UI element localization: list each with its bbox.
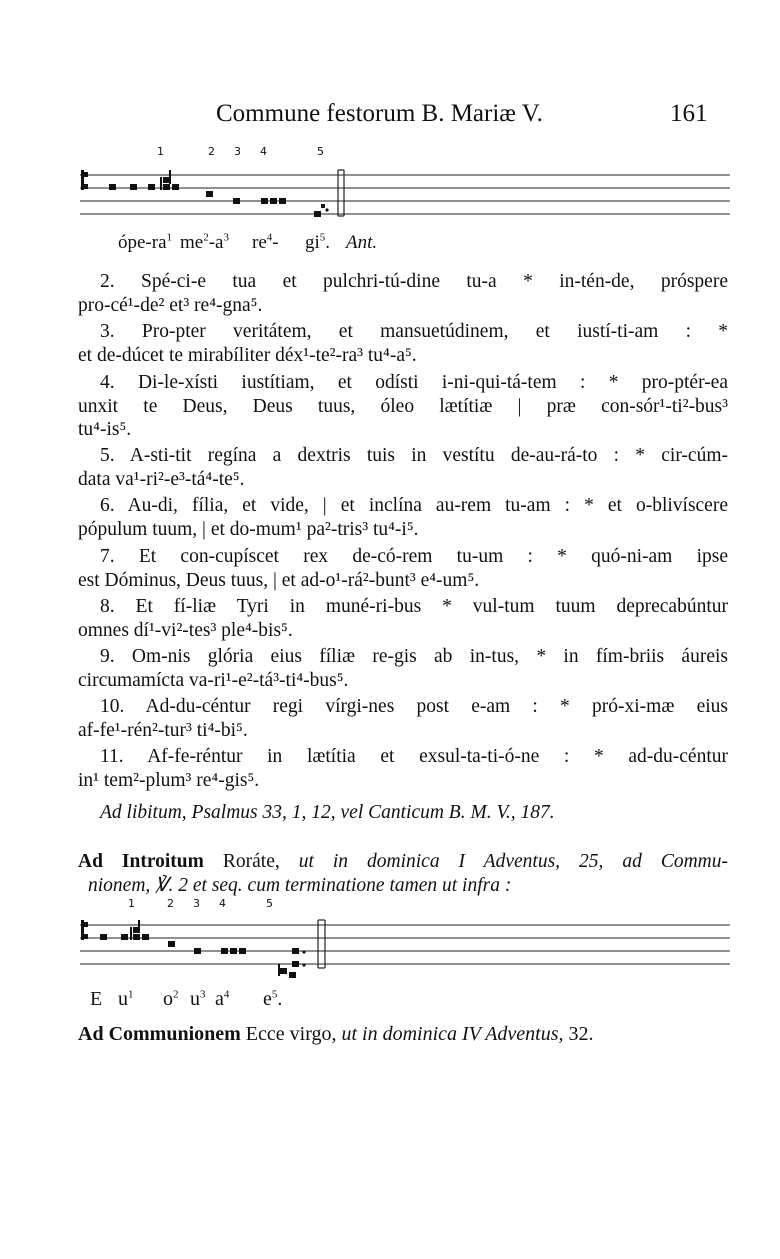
verse-5 — [78, 444, 728, 491]
syllable: me — [180, 232, 204, 253]
verse-line: et de-dúcet te mirabíliter déx¹-te²-ra³ tu⁴-a⁵. — [78, 344, 417, 366]
verse-line: af-fe¹-rén²-tur³ ti⁴-bi⁵. — [78, 719, 248, 741]
introit-continuation: nionem, ℣. 2 et seq. cum terminatione tamen ut infra : — [88, 874, 512, 896]
ad-libitum-note — [100, 801, 750, 825]
staff-number: 5 — [266, 897, 273, 910]
syllable-number: 4 — [266, 231, 273, 244]
verse-line: pópulum tuum, | et do-mum¹ pa²-tris³ tu⁴-i⁵. — [78, 518, 419, 540]
communion-incipit: Ecce virgo, — [245, 1023, 337, 1045]
staff-number: 4 — [219, 897, 226, 910]
verse-4 — [78, 371, 728, 442]
staff1-lyrics: ópe-$ra^1$ $me^2-a^3$ $re^4-$ $gi^5$. Ant. — [118, 231, 378, 253]
chant-staff-2 — [78, 912, 730, 982]
verse-line: unxit te Deus, Deus tuus, óleo lætítiæ | præ con-sór¹-ti²-bus³ — [78, 395, 728, 417]
verse-line: omnes dí¹-vi²-tes³ ple⁴-bis⁵. — [78, 619, 293, 641]
verse-line: circumamícta va-ri¹-e²-tá³-ti⁴-bus⁵. — [78, 669, 349, 691]
page-number: 161 — [670, 100, 708, 127]
syllable-number: 1 — [128, 988, 134, 1001]
verse-6 — [78, 494, 728, 541]
staff1-numbers — [0, 145, 780, 159]
syllable: gi — [305, 232, 320, 253]
syllable-number: 3 — [200, 988, 206, 1001]
staff-number: 4 — [260, 145, 267, 158]
verse-2 — [78, 270, 728, 317]
verse-line: data va¹-ri²-e³-tá⁴-te⁵. — [78, 468, 245, 490]
introit-incipit: Roráte, — [222, 851, 280, 872]
staff2-numbers — [0, 897, 780, 911]
verse-9 — [78, 645, 728, 692]
verse-line: 7. Et con-cupíscet rex de-có-rem tu-um : * quó-ni-am ipse — [100, 546, 728, 567]
staff2-lyrics: E $u^1$ $o^2$ $u^3$ $a^4$ $e^5$. — [90, 988, 283, 1010]
staff-number: 3 — [234, 145, 241, 158]
verse-line: 5. A-sti-tit regína a dextris tuis in vestítu de-au-rá-to : * cir-cúm- — [100, 445, 728, 466]
staff-number: 2 — [208, 145, 215, 158]
syllable: o — [163, 988, 173, 1010]
introit-rubric — [78, 850, 728, 897]
syllable-number: 3 — [223, 231, 229, 244]
verse-line: 8. Et fí-liæ Tyri in muné-ri-bus * vul-tum tuum deprecabúntur — [100, 596, 728, 617]
ad-libitum-text: Ad libitum, Psalmus 33, 1, 12, vel Canticum B. M. V., 187. — [100, 802, 555, 823]
verse-line: pro-cé¹-de² et³ re⁴-gna⁵. — [78, 294, 263, 316]
verse-3 — [78, 320, 728, 367]
syllable: ópe-ra — [118, 232, 167, 253]
verse-10 — [78, 695, 728, 742]
staff-number: 5 — [317, 145, 324, 158]
verse-line: 11. Af-fe-réntur in lætítia et exsul-ta-ti-ó-ne : * ad-du-céntur — [100, 746, 728, 767]
verse-line: 2. Spé-ci-e tua et pulchri-tú-dine tu-a * in-tén-de, próspere — [100, 271, 728, 292]
syllable-number: 5 — [271, 988, 278, 1001]
syllable: a — [215, 232, 224, 253]
verse-line: 10. Ad-du-céntur regi vírgi-nes post e-am : * pró-xi-mæ eius — [100, 696, 728, 717]
syllable: E — [90, 988, 103, 1010]
verse-line: in¹ tem²-plum³ re⁴-gis⁵. — [78, 769, 260, 791]
staff-number: 1 — [128, 897, 135, 910]
staff-number: 2 — [167, 897, 174, 910]
antiphon-mark: Ant. — [346, 232, 378, 253]
verse-7 — [78, 545, 728, 592]
syllable: e — [263, 988, 272, 1010]
verse-8 — [78, 595, 728, 642]
syllable: u — [118, 988, 128, 1010]
verse-11 — [78, 745, 728, 792]
verse-line: 3. Pro-pter veritátem, et mansuetúdinem, et iustí-ti-am : * — [100, 321, 728, 342]
syllable: a — [215, 988, 224, 1010]
syllable-number: 1 — [166, 231, 173, 244]
introit-reference: ut in dominica I Adventus, 25, ad Commu- — [298, 851, 728, 872]
chant-staff-1 — [78, 160, 730, 222]
syllable-number: 5 — [319, 231, 326, 244]
syllable-number: 4 — [223, 988, 230, 1001]
communion-rubric — [78, 1023, 728, 1047]
verse-line: 6. Au-di, fília, et vide, | et inclína au-rem tu-am : * et o-blivíscere — [100, 495, 728, 516]
verse-line: 9. Om-nis glória eius fíliæ re-gis ab in-tus, * in fím-briis áureis — [100, 646, 728, 667]
staff-number: 3 — [193, 897, 200, 910]
staff-number: 1 — [157, 145, 164, 158]
syllable-number: 2 — [203, 231, 209, 244]
communion-reference: ut in dominica IV Adventus, — [341, 1023, 564, 1045]
communion-label: Ad Communionem — [78, 1023, 241, 1045]
verse-line: est Dóminus, Deus tuus, | et ad-o¹-rá²-bunt³ e⁴-um⁵. — [78, 569, 480, 591]
syllable: u — [190, 988, 200, 1010]
syllable: re — [252, 232, 267, 253]
verse-line: tu⁴-is⁵. — [78, 419, 132, 440]
syllable-number: 2 — [173, 988, 179, 1001]
introit-label: Ad Introitum — [78, 851, 204, 872]
communion-page: 32. — [568, 1023, 594, 1045]
running-title: Commune festorum B. Mariæ V. — [216, 100, 543, 127]
verse-line: 4. Di-le-xísti iustítiam, et odísti i-ni-qui-tá-tem : * pro-ptér-ea — [100, 372, 728, 393]
